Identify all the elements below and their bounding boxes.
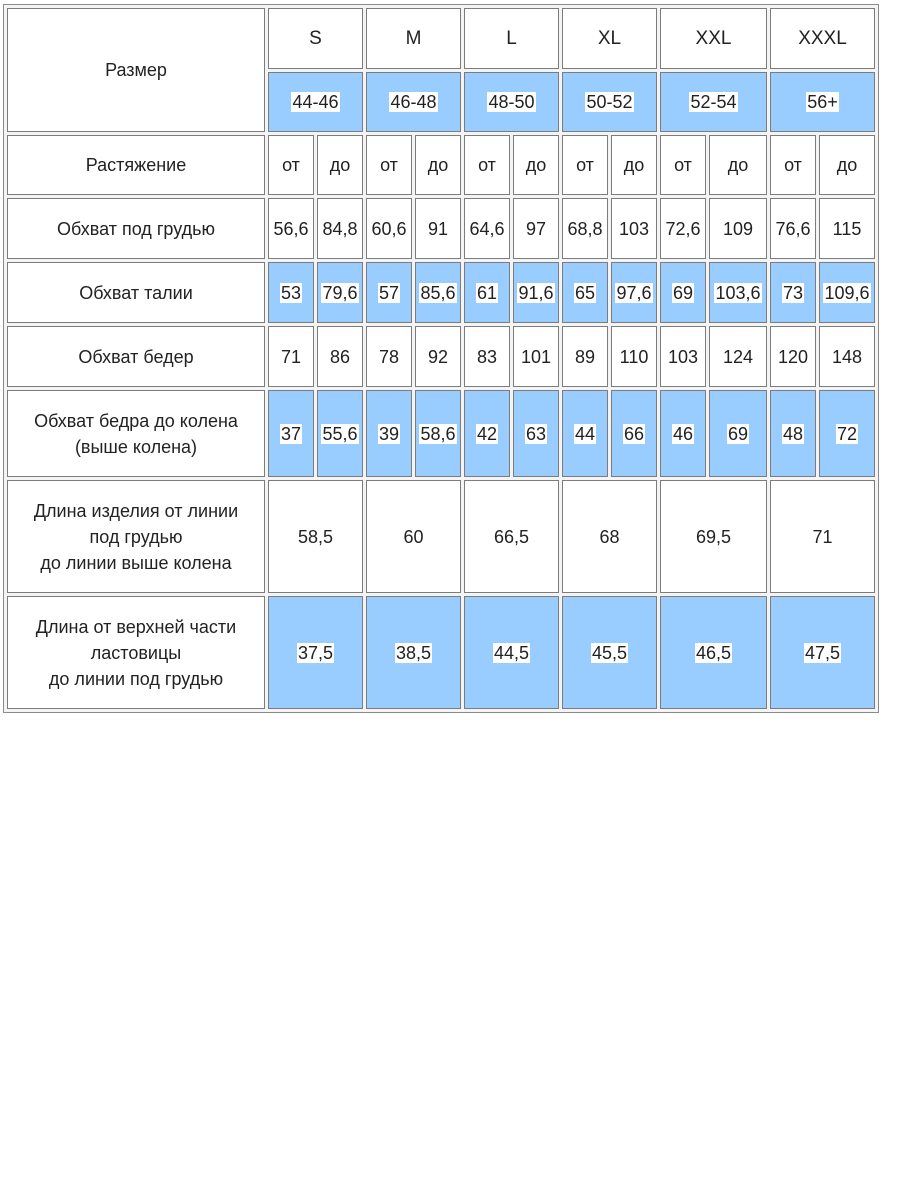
stretch-to-cell bbox=[317, 135, 363, 195]
value-cell bbox=[709, 326, 767, 387]
value-cell bbox=[366, 480, 461, 593]
stretch-to: до bbox=[623, 155, 645, 175]
value: 45,5 bbox=[591, 642, 628, 663]
row-label-line: до линии выше колена bbox=[40, 552, 232, 573]
value-cell bbox=[660, 262, 706, 323]
value-cell bbox=[464, 390, 510, 477]
value: 76,6 bbox=[775, 218, 811, 239]
value: 46,5 bbox=[695, 642, 732, 663]
value: 91 bbox=[427, 218, 449, 239]
value: 65 bbox=[574, 282, 596, 303]
stretch-from: от bbox=[380, 155, 398, 175]
value-cell bbox=[464, 596, 559, 709]
value: 101 bbox=[520, 346, 552, 367]
value: 60 bbox=[403, 526, 424, 547]
value: 46 bbox=[672, 423, 694, 444]
row-label: Обхват бедер bbox=[78, 346, 194, 367]
stretch-to: до bbox=[727, 155, 749, 175]
row-label: Растяжение bbox=[85, 155, 187, 175]
value: 64,6 bbox=[469, 218, 505, 239]
range-value: 50-52 bbox=[586, 92, 633, 112]
row-label-line: до линии под грудью bbox=[48, 668, 224, 689]
row-label: Обхват талии bbox=[79, 282, 193, 303]
value-cell bbox=[660, 596, 767, 709]
value-cell bbox=[366, 198, 412, 259]
range-value: 48-50 bbox=[488, 92, 535, 112]
value: 103,6 bbox=[715, 282, 761, 303]
value-cell bbox=[464, 480, 559, 593]
value-cell bbox=[366, 262, 412, 323]
length-row-product bbox=[7, 480, 875, 593]
value-cell bbox=[770, 198, 816, 259]
value-cell bbox=[611, 262, 657, 323]
size-header-label: Размер bbox=[105, 60, 167, 80]
range-cell bbox=[770, 72, 875, 132]
value-cell bbox=[513, 390, 559, 477]
value-cell bbox=[562, 480, 657, 593]
value: 110 bbox=[619, 346, 649, 367]
value-cell bbox=[513, 262, 559, 323]
value-cell bbox=[819, 390, 875, 477]
value: 63 bbox=[525, 423, 547, 444]
value: 44,5 bbox=[493, 642, 530, 663]
value: 84,8 bbox=[322, 218, 358, 239]
value-cell bbox=[513, 326, 559, 387]
row-label-line: Длина от верхней части bbox=[35, 616, 237, 637]
stretch-from: от bbox=[674, 155, 692, 175]
value-cell bbox=[611, 326, 657, 387]
value: 73 bbox=[782, 282, 804, 303]
value: 103 bbox=[618, 218, 650, 239]
value: 83 bbox=[476, 346, 498, 367]
value: 55,6 bbox=[322, 423, 358, 444]
value-cell bbox=[660, 390, 706, 477]
value: 66 bbox=[623, 423, 645, 444]
value-cell bbox=[770, 596, 875, 709]
stretch-to: до bbox=[427, 155, 449, 175]
value-cell bbox=[366, 596, 461, 709]
value: 109,6 bbox=[824, 282, 870, 303]
size-chart-table bbox=[3, 4, 879, 713]
value: 97 bbox=[525, 218, 547, 239]
size-cell-xxxl bbox=[770, 8, 875, 69]
size-cell-xxl bbox=[660, 8, 767, 69]
value-cell bbox=[366, 326, 412, 387]
value-cell bbox=[660, 480, 767, 593]
value-cell bbox=[562, 326, 608, 387]
value-cell bbox=[317, 198, 363, 259]
size-cell-l bbox=[464, 8, 559, 69]
value-cell bbox=[268, 326, 314, 387]
value: 91,6 bbox=[518, 282, 554, 303]
value-cell bbox=[464, 262, 510, 323]
value: 92 bbox=[427, 346, 449, 367]
stretch-to-cell bbox=[709, 135, 767, 195]
value: 71 bbox=[812, 526, 833, 547]
range-cell bbox=[562, 72, 657, 132]
value: 38,5 bbox=[395, 642, 432, 663]
range-cell bbox=[464, 72, 559, 132]
value-cell bbox=[562, 390, 608, 477]
range-cell bbox=[660, 72, 767, 132]
value-cell bbox=[366, 390, 412, 477]
stretch-from: от bbox=[282, 155, 300, 175]
value: 71 bbox=[280, 346, 302, 367]
row-label-line: ластовицы bbox=[90, 642, 182, 663]
value: 115 bbox=[832, 218, 862, 239]
sizes-row bbox=[7, 8, 875, 69]
value-cell bbox=[709, 262, 767, 323]
length-row-gusset bbox=[7, 596, 875, 709]
value-cell bbox=[660, 198, 706, 259]
size-name: M bbox=[405, 27, 422, 49]
value: 47,5 bbox=[804, 642, 841, 663]
value-cell bbox=[415, 262, 461, 323]
value-cell bbox=[660, 326, 706, 387]
row-label-line: Обхват бедра до колена bbox=[34, 410, 238, 431]
value: 44 bbox=[574, 423, 596, 444]
value: 68 bbox=[599, 526, 620, 547]
value-cell bbox=[464, 326, 510, 387]
value: 120 bbox=[777, 346, 809, 367]
value: 53 bbox=[280, 282, 302, 303]
value-cell bbox=[268, 596, 363, 709]
value: 57 bbox=[378, 282, 400, 303]
stretch-row bbox=[7, 135, 875, 195]
row-label-cell bbox=[7, 262, 265, 323]
value-cell bbox=[317, 390, 363, 477]
stretch-from: от bbox=[478, 155, 496, 175]
value: 69 bbox=[727, 423, 749, 444]
value: 148 bbox=[831, 346, 863, 367]
value-cell bbox=[770, 262, 816, 323]
stretch-from-cell bbox=[660, 135, 706, 195]
stretch-to-cell bbox=[819, 135, 875, 195]
value: 37 bbox=[280, 423, 302, 444]
measure-row-thigh bbox=[7, 390, 875, 477]
stretch-to-cell bbox=[513, 135, 559, 195]
measure-row-waist bbox=[7, 262, 875, 323]
range-value: 46-48 bbox=[390, 92, 437, 112]
size-cell-m bbox=[366, 8, 461, 69]
value: 78 bbox=[378, 346, 400, 367]
range-cell bbox=[268, 72, 363, 132]
value-cell bbox=[268, 198, 314, 259]
value: 86 bbox=[329, 346, 351, 367]
value-cell bbox=[770, 390, 816, 477]
value-cell bbox=[415, 390, 461, 477]
value: 97,6 bbox=[616, 282, 652, 303]
value: 58,5 bbox=[297, 526, 334, 547]
value: 39 bbox=[378, 423, 400, 444]
stretch-from-cell bbox=[366, 135, 412, 195]
stretch-from-cell bbox=[562, 135, 608, 195]
size-name: XXL bbox=[695, 27, 732, 49]
value: 48 bbox=[782, 423, 804, 444]
size-header-cell bbox=[7, 8, 265, 132]
size-name: L bbox=[506, 27, 517, 49]
value-cell bbox=[513, 198, 559, 259]
stretch-from-cell bbox=[464, 135, 510, 195]
value-cell bbox=[268, 480, 363, 593]
row-label-cell bbox=[7, 326, 265, 387]
value: 66,5 bbox=[493, 526, 530, 547]
value: 56,6 bbox=[273, 218, 309, 239]
value-cell bbox=[317, 326, 363, 387]
value: 37,5 bbox=[297, 642, 334, 663]
value-cell bbox=[562, 262, 608, 323]
value: 79,6 bbox=[322, 282, 358, 303]
value-cell bbox=[268, 262, 314, 323]
value-cell bbox=[317, 262, 363, 323]
value-cell bbox=[819, 198, 875, 259]
row-label-cell bbox=[7, 198, 265, 259]
value: 72,6 bbox=[665, 218, 701, 239]
stretch-to-cell bbox=[415, 135, 461, 195]
row-label-line: (выше колена) bbox=[74, 436, 198, 457]
value: 89 bbox=[574, 346, 596, 367]
stretch-from: от bbox=[576, 155, 594, 175]
stretch-to-cell bbox=[611, 135, 657, 195]
value: 124 bbox=[722, 346, 754, 367]
measure-row-underbust bbox=[7, 198, 875, 259]
value-cell bbox=[770, 480, 875, 593]
row-label: Обхват под грудью bbox=[57, 218, 215, 239]
range-value: 44-46 bbox=[292, 92, 339, 112]
row-label-cell bbox=[7, 480, 265, 593]
stretch-from-cell bbox=[770, 135, 816, 195]
value-cell bbox=[562, 198, 608, 259]
value: 60,6 bbox=[371, 218, 407, 239]
value-cell bbox=[819, 326, 875, 387]
range-value: 56+ bbox=[807, 92, 838, 112]
value-cell bbox=[709, 198, 767, 259]
row-label-line: под грудью bbox=[89, 526, 183, 547]
value: 109 bbox=[722, 218, 754, 239]
value-cell bbox=[611, 198, 657, 259]
value-cell bbox=[464, 198, 510, 259]
value: 61 bbox=[476, 282, 498, 303]
value-cell bbox=[415, 326, 461, 387]
value-cell bbox=[709, 390, 767, 477]
value-cell bbox=[268, 390, 314, 477]
range-cell bbox=[366, 72, 461, 132]
measure-row-hips bbox=[7, 326, 875, 387]
row-label-cell bbox=[7, 390, 265, 477]
size-cell-xl bbox=[562, 8, 657, 69]
row-label-cell bbox=[7, 596, 265, 709]
value-cell bbox=[770, 326, 816, 387]
value: 72 bbox=[836, 423, 858, 444]
stretch-to: до bbox=[525, 155, 547, 175]
value-cell bbox=[611, 390, 657, 477]
size-name: XXXL bbox=[798, 27, 847, 49]
value-cell bbox=[819, 262, 875, 323]
size-name: XL bbox=[597, 27, 622, 49]
value: 42 bbox=[476, 423, 498, 444]
value-cell bbox=[562, 596, 657, 709]
value: 58,6 bbox=[420, 423, 456, 444]
stretch-from: от bbox=[784, 155, 802, 175]
stretch-from-cell bbox=[268, 135, 314, 195]
range-value: 52-54 bbox=[690, 92, 737, 112]
value: 69,5 bbox=[695, 526, 732, 547]
size-cell-s bbox=[268, 8, 363, 69]
value: 103 bbox=[667, 346, 699, 367]
value: 85,6 bbox=[420, 282, 456, 303]
row-label-line: Длина изделия от линии bbox=[33, 500, 239, 521]
value: 69 bbox=[672, 282, 694, 303]
value-cell bbox=[415, 198, 461, 259]
row-label-cell bbox=[7, 135, 265, 195]
size-name: S bbox=[309, 27, 322, 49]
stretch-to: до bbox=[329, 155, 351, 175]
value: 68,8 bbox=[567, 218, 603, 239]
stretch-to: до bbox=[836, 155, 858, 175]
